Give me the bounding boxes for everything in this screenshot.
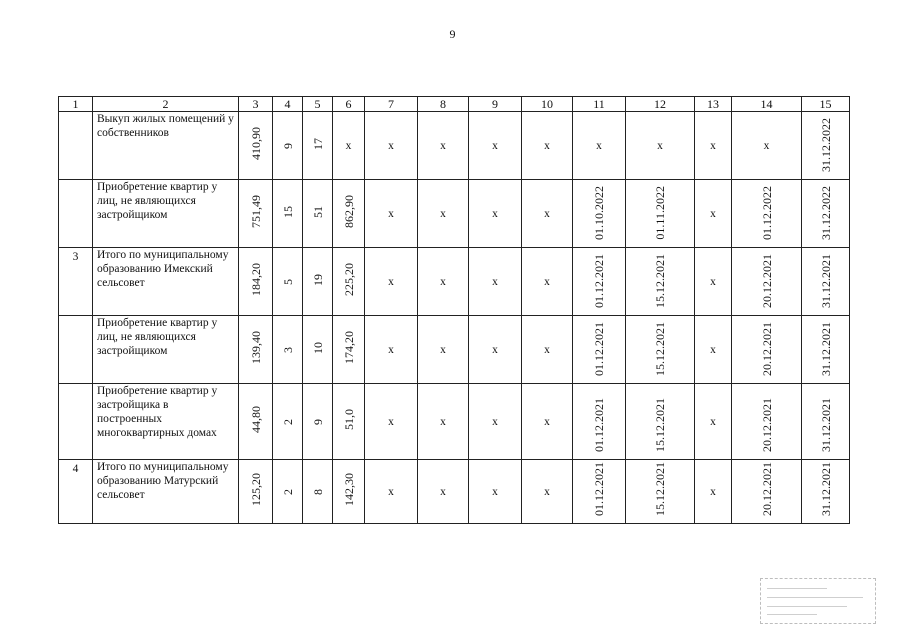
row-number [59,112,93,180]
cell-value: x [695,384,732,460]
column-header: 7 [365,97,418,112]
row-number [59,384,93,460]
cell-value: x [469,384,522,460]
table-row [59,384,850,460]
table-row [59,460,850,524]
column-header: 6 [333,97,365,112]
column-header: 12 [626,97,695,112]
amount-value: 174,20 [341,331,356,364]
column-header: 9 [469,97,522,112]
count-value: 8 [310,488,325,495]
cell-value: x [418,180,469,248]
cell-value: x [365,112,418,180]
table-row [59,316,850,384]
cell-value: x [365,248,418,316]
row-title: Итого по муниципальному образованию Матурский сельсовет [93,460,239,524]
date-value: 31.12.2021 [818,322,833,376]
row-title: Выкуп жилых помещений у собственников [93,112,239,180]
date-value: 20.12.2021 [759,322,774,376]
column-header: 4 [273,97,303,112]
cell-value: x [469,248,522,316]
row-number: 4 [59,460,93,524]
table-row [59,248,850,316]
date-value: 20.12.2021 [759,398,774,452]
date-value: 15.12.2021 [653,254,667,308]
column-header: 11 [573,97,626,112]
column-header: 3 [239,97,273,112]
column-header: 10 [522,97,573,112]
amount-value: 751,49 [248,195,263,228]
date-value: 01.12.2021 [592,254,606,308]
cell-value: x [522,384,573,460]
date-value: 20.12.2021 [759,254,774,308]
cell-value: x [365,460,418,524]
cell-value: x [522,248,573,316]
count-value: 17 [310,137,325,150]
count-value: 19 [310,273,325,286]
count-value: 10 [310,341,325,354]
column-header: 13 [695,97,732,112]
cell-value: x [418,384,469,460]
count-value: 2 [280,418,295,425]
amount-value: 142,30 [341,473,356,506]
row-number [59,180,93,248]
date-value: 15.12.2021 [653,398,667,452]
date-value: 31.12.2022 [818,186,833,240]
date-value: 15.12.2021 [653,462,667,516]
date-value: 20.12.2021 [759,462,774,516]
row-title: Приобретение квартир у застройщика в построенных многоквартирных домах [93,384,239,460]
row-title: Приобретение квартир у лиц, не являющихся застройщиком [93,316,239,384]
cell-value: x [469,316,522,384]
cell-value: x [469,180,522,248]
row-number: 3 [59,248,93,316]
column-header: 5 [303,97,333,112]
amount-value: 410,90 [248,127,263,160]
date-value: 01.11.2022 [653,186,667,240]
table-row [59,112,850,180]
row-title: Итого по муниципальному образованию Имекский сельсовет [93,248,239,316]
cell-value: x [695,112,732,180]
cell-value: x [418,316,469,384]
cell-value: x [418,112,469,180]
column-header: 2 [93,97,239,112]
cell-value: x [365,316,418,384]
cell-value: x [522,180,573,248]
amount-value: 139,40 [248,331,263,364]
count-value: 2 [280,488,295,495]
cell-value: x [469,112,522,180]
cell-value: x [365,384,418,460]
count-value: 51 [310,205,325,218]
date-value: 01.12.2021 [592,322,606,376]
amount-value: 184,20 [248,263,263,296]
column-header: 1 [59,97,93,112]
cell-value: x [626,112,695,180]
date-value: 01.12.2021 [592,462,606,516]
cell-value: x [695,180,732,248]
page-number: 9 [449,27,456,41]
cell-value: x [695,316,732,384]
data-table [58,96,850,524]
date-value: 31.12.2021 [818,254,833,308]
cell-value: x [522,112,573,180]
cell-value: x [732,112,802,180]
cell-value: x [522,316,573,384]
amount-value: 44,80 [248,406,263,433]
date-value: 15.12.2021 [653,322,667,376]
date-value: 31.12.2021 [818,462,833,516]
amount-value: 225,20 [341,263,356,296]
row-title: Приобретение квартир у лиц, не являющихся застройщиком [93,180,239,248]
cell-value: x [365,180,418,248]
row-number [59,316,93,384]
date-value: 01.10.2022 [592,186,606,240]
count-value: 9 [310,418,325,425]
count-value: 3 [280,346,295,353]
count-value: 9 [280,142,295,149]
cell-value: x [695,248,732,316]
amount-value: 862,90 [341,195,356,228]
cell-value: x [418,248,469,316]
table-row [59,180,850,248]
date-value: 01.12.2021 [592,398,606,452]
date-value: 01.12.2022 [759,186,774,240]
date-value: 31.12.2022 [818,118,833,172]
column-header: 14 [732,97,802,112]
count-value: 15 [280,205,295,218]
amount-value: 51,0 [341,409,356,430]
faint-stamp [760,578,876,624]
count-value: 5 [280,278,295,285]
cell-value: x [333,112,365,180]
column-header: 15 [802,97,850,112]
column-header: 8 [418,97,469,112]
cell-value: x [469,460,522,524]
cell-value: x [695,460,732,524]
cell-value: x [573,112,626,180]
amount-value: 125,20 [248,473,263,506]
cell-value: x [522,460,573,524]
cell-value: x [418,460,469,524]
header-row [59,97,850,112]
date-value: 31.12.2021 [818,398,833,452]
